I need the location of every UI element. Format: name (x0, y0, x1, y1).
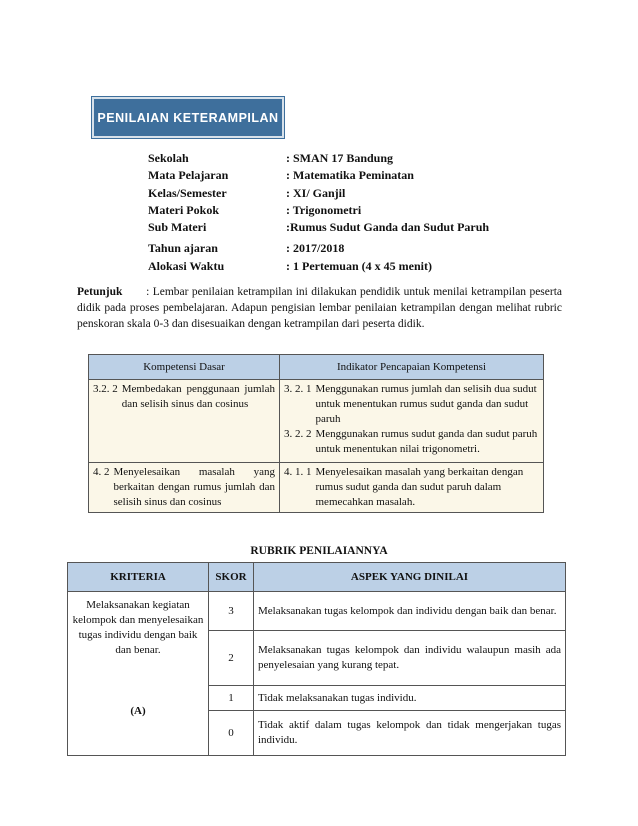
info-row-alokasi (148, 258, 489, 275)
info-value: : 1 Pertemuan (4 x 45 menit) (286, 258, 432, 273)
kd-text: Menyelesaikan masalah yang berkaitan dengan rumus jumlah dan selisih sinus dan cosinus (113, 466, 275, 508)
kd-number: 4. 2 (93, 466, 110, 478)
skor-cell: 1 (209, 686, 254, 711)
info-value: : XI/ Ganjil (286, 185, 346, 200)
competency-table (88, 354, 544, 513)
kriteria-cell (68, 592, 209, 756)
skor-cell: 2 (209, 631, 254, 686)
header-kriteria: KRITERIA (68, 563, 209, 592)
aspek-cell: Tidak aktif dalam tugas kelompok dan tidak mengerjakan tugas individu. (254, 711, 566, 756)
indikator-number: 4. 1. 1 (284, 466, 312, 478)
info-value: : 2017/2018 (286, 241, 345, 256)
indikator-number: 3. 2. 2 (284, 428, 312, 440)
table-row (89, 463, 544, 513)
info-key: Mata Pelajaran (148, 168, 229, 183)
indikator-text: Menggunakan rumus sudut ganda dan sudut paruh untuk menentukan nilai trigonometri. (315, 428, 538, 455)
header-indikator: Indikator Pencapaian Kompetensi (280, 355, 544, 380)
indikator-text: Menggunakan rumus jumlah dan selisih dua sudut untuk menentukan rumus sudut ganda dan sudut paruh (315, 383, 537, 425)
skor-cell: 3 (209, 592, 254, 631)
info-block (148, 150, 489, 275)
info-key: Alokasi Waktu (148, 258, 225, 273)
kriteria-code: (A) (130, 705, 146, 717)
kd-number: 3.2. 2 (93, 383, 118, 395)
info-value: : Matematika Peminatan (286, 168, 414, 183)
indikator-cell (280, 380, 544, 463)
kriteria-text: Melaksanakan kegiatan kelompok dan menyelesaikan tugas individu dengan baik dan benar. (72, 599, 204, 656)
instructions-paragraph (77, 284, 562, 332)
aspek-cell: Melaksanakan tugas kelompok dan individu dengan baik dan benar. (254, 592, 566, 631)
header-skor: SKOR (209, 563, 254, 592)
info-row-mapel (148, 167, 489, 184)
rubric-title: RUBRIK PENILAIANNYA (250, 545, 388, 557)
info-row-submateri (148, 219, 489, 236)
section-banner: PENILAIAN KETERAMPILAN (92, 97, 284, 138)
info-value: : SMAN 17 Bandung (286, 151, 394, 165)
table-row (68, 592, 566, 631)
instructions-label: Petunjuk (77, 286, 123, 298)
indikator-number: 3. 2. 1 (284, 383, 312, 395)
kd-cell (89, 380, 280, 463)
kd-text: Membedakan penggunaan jumlah dan selisih sinus dan cosinus (121, 383, 275, 410)
info-key: Sekolah (148, 151, 189, 165)
info-row-materi (148, 202, 489, 219)
info-key: Sub Materi (148, 220, 207, 235)
kd-cell (89, 463, 280, 513)
info-row-tahun (148, 240, 489, 257)
info-row-kelas (148, 185, 489, 202)
indikator-text: Menyelesaikan masalah yang berkaitan dengan rumus sudut ganda dan sudut paruh dalam memecahkan masalah. (315, 466, 524, 508)
info-key: Materi Pokok (148, 202, 219, 217)
info-key: Kelas/Semester (148, 185, 227, 200)
info-value: : Trigonometri (286, 202, 362, 217)
instructions-text: : Lembar penilaian ketrampilan ini dilakukan pendidik untuk menilai ketrampilan peserta didik pada proses pembelajaran. Adapun pengisian lembar penilaian ketrampilan dengan melihat rubric penskoran skala 0-3 dan disesuaikan dengan ketrampilan dari peserta didik. (77, 286, 563, 330)
info-key: Tahun ajaran (148, 241, 218, 256)
skor-cell: 0 (209, 711, 254, 756)
header-kompetensi-dasar: Kompetensi Dasar (89, 355, 280, 380)
info-value: :Rumus Sudut Ganda dan Sudut Paruh (286, 220, 490, 235)
indikator-cell (280, 463, 544, 513)
info-row-sekolah (148, 150, 489, 167)
header-aspek: ASPEK YANG DINILAI (254, 563, 566, 592)
rubric-table (67, 562, 566, 756)
aspek-cell: Tidak melaksanakan tugas individu. (254, 686, 566, 711)
table-row (89, 380, 544, 463)
aspek-cell: Melaksanakan tugas kelompok dan individu walaupun masih ada penyelesaian yang kurang tepat. (254, 631, 566, 686)
